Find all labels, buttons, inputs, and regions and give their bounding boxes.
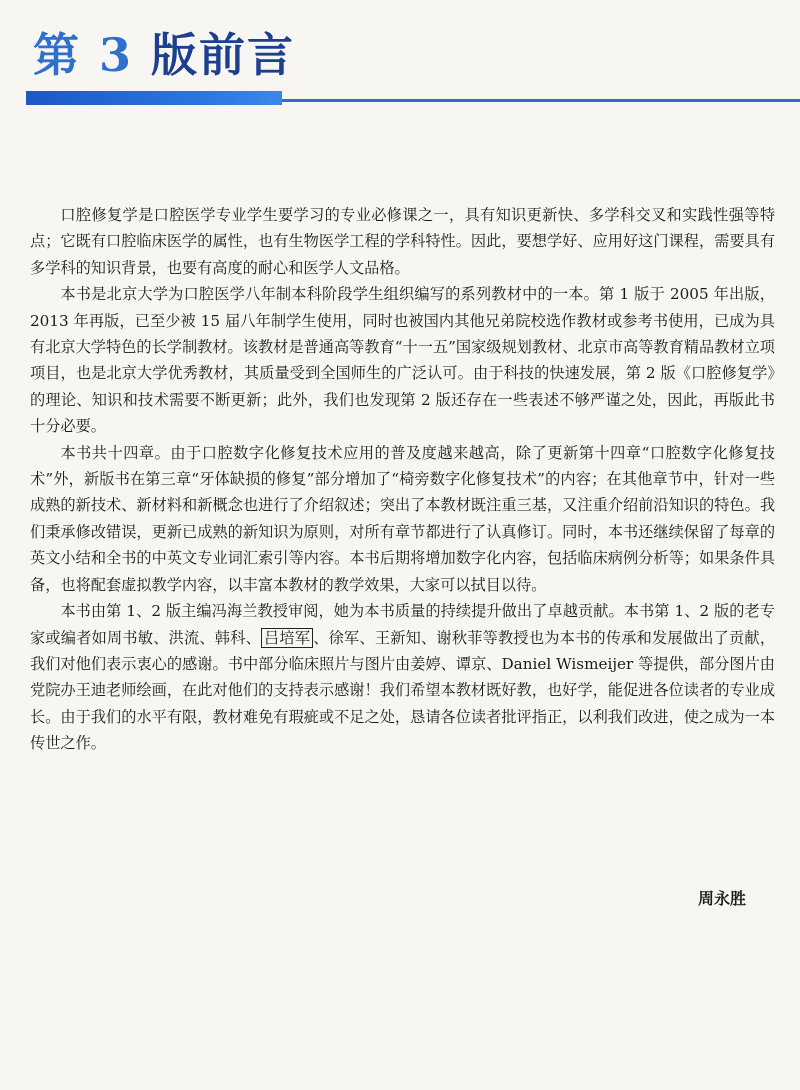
paragraph-2: 本书是北京大学为口腔医学八年制本科阶段学生组织编写的系列教材中的一本。第 1 版于 2005 年出版，2013 年再版，已至少被 15 届八年制学生使用，同时也被国内其他兄弟院校选作教材或参考书使用，已成为具有北京大学特色的长学制教材。该教材是普通高等教育“十一五”国家级规划教材、北京市高等教育精品教材立项项目，也是北京大学优秀教材，其质量受到全国师生的广泛认可。由于科技的快速发展，第 2 版《口腔修复学》的理论、知识和技术需要不断更新；此外，我们也发现第 2 版还存在一些表述不够严谨之处，因此，再版此书十分必要。: [30, 285, 775, 436]
title-rule-line: [282, 99, 800, 102]
paragraph-4-before: 本书由第 1、2 版主编冯海兰教授审阅，她为本书质量的持续提升做出了卓越贡献。本书第 1、2 版的老专家或编者如周书敏、洪流、韩科、: [30, 602, 775, 647]
paragraph-4: [30, 598, 775, 756]
title-accent-bar: [26, 91, 282, 105]
paragraph-3: 本书共十四章。由于口腔数字化修复技术应用的普及度越来越高，除了更新第十四章“口腔数字化修复技术”外，新版书在第三章“牙体缺损的修复”部分增加了“椅旁数字化修复技术”的内容；在其他章节中，针对一些成熟的新技术、新材料和新概念也进行了介绍叙述；突出了本教材既注重三基，又注重介绍前沿知识的特色。我们秉承修改错误，更新已成熟的新知识为原则，对所有章节都进行了认真修订。同时，本书还继续保留了每章的英文小结和全书的中英文专业词汇索引等内容。本书后期将增加数字化内容，包括临床病例分析等；如果条件具备，也将配套虚拟教学内容，以丰富本教材的教学效果，大家可以拭目以待。: [30, 443, 775, 594]
paragraph-1: 口腔修复学是口腔医学专业学生要学习的专业必修课之一，具有知识更新快、多学科交叉和实践性强等特点；它既有口腔临床医学的属性，也有生物医学工程的学科特性。因此，要想学好、应用好这门课程，需要具有多学科的知识背景，也要有高度的耐心和医学人文品格。: [30, 206, 775, 277]
author-signature: 周永胜: [697, 889, 746, 908]
paragraph-4-after: 、徐军、王新知、谢秋菲等教授也为本书的传承和发展做出了贡献，我们对他们表示衷心的感谢。书中部分临床照片与图片由姜婷、谭京、Daniel Wismeijer 等提供，部分图片由党院办王迪老师绘画，在此对他们的支持表示感谢！我们希望本教材既好教，也好学，能促进各位读者的专业成长。由于我们的水平有限，教材难免有瑕疵或不足之处，恳请各位读者批评指正，以利我们改进，使之成为一本传世之作。: [30, 628, 776, 753]
preface-body: [30, 202, 775, 757]
boxed-name: 吕培军: [261, 628, 313, 648]
title-preface: 版前言: [151, 28, 296, 82]
page-title: [33, 23, 295, 87]
title-edition: 第 3: [33, 28, 152, 82]
